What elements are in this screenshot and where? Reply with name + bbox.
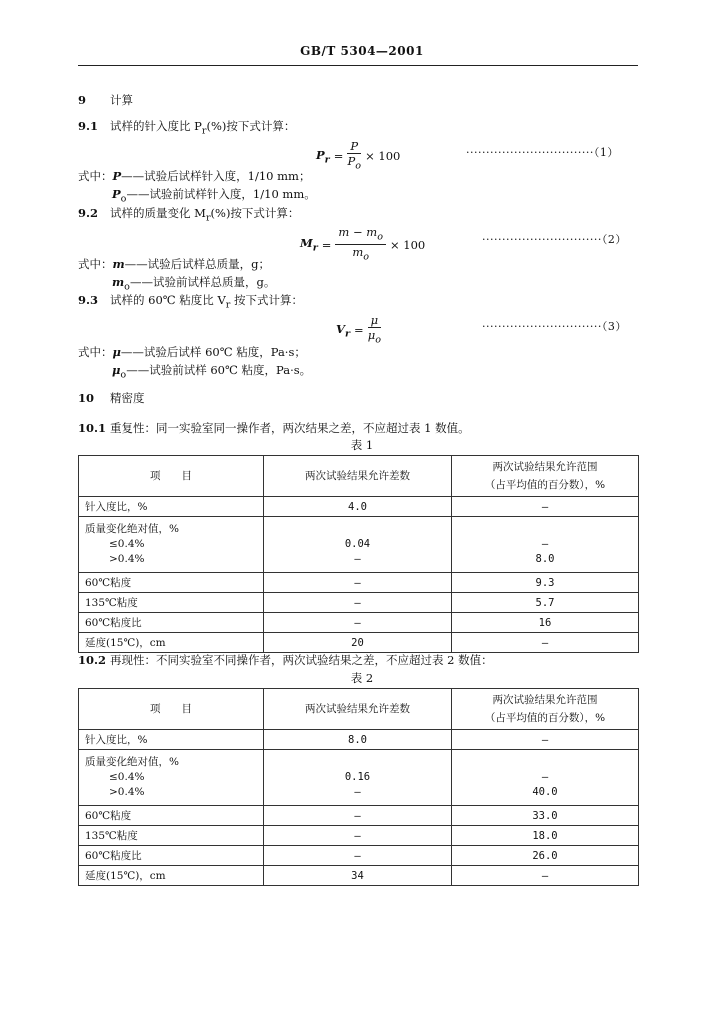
fraction: [347, 140, 361, 172]
symbol-desc: ——试验后试样总质量，g；: [124, 257, 271, 271]
clause-subscript: r: [205, 212, 211, 224]
row-item-sub: ≤0.4%: [109, 538, 145, 550]
symbol-sub: o: [120, 193, 127, 205]
formula-tag: （3）: [601, 320, 627, 333]
row-range: [452, 750, 639, 806]
equals-sign: =: [353, 323, 364, 338]
section-title: 计算: [110, 93, 133, 107]
row-item: [79, 750, 264, 806]
formula-lhs-sub: r: [324, 153, 330, 165]
symbol: m: [112, 275, 125, 289]
formula-3: [336, 314, 381, 346]
numerator-sub: o: [377, 231, 383, 243]
formula-2-leader: ······························（2）: [482, 233, 627, 246]
formula-3-leader: ······························（3）: [482, 320, 627, 333]
section-9-heading: [78, 92, 133, 108]
formula-lhs-sub: r: [312, 242, 318, 254]
table-row: [79, 846, 639, 866]
symbol: P: [112, 187, 121, 201]
row-diff: 4.0: [264, 497, 452, 517]
section-10-heading: [78, 390, 145, 406]
row-range-sub: 8.0: [535, 553, 555, 565]
denominator-sub: o: [355, 160, 361, 172]
formula-tag: （1）: [593, 146, 619, 159]
header-diff: 两次试验结果允许差数: [264, 689, 452, 730]
row-range: —: [452, 633, 639, 653]
clause-subscript: r: [201, 125, 207, 137]
row-diff: [264, 750, 452, 806]
header-rule: [78, 65, 638, 66]
row-range-sub: 40.0: [532, 786, 558, 798]
where-9-3-a: [78, 344, 306, 360]
table-header-row: [79, 456, 639, 497]
row-item-main: 质量变化绝对值，%: [85, 756, 179, 768]
row-item: 60℃粘度: [79, 573, 264, 593]
table-row: [79, 593, 639, 613]
row-item: 60℃粘度: [79, 806, 264, 826]
header-range-line1: 两次试验结果允许范围: [492, 461, 598, 473]
row-diff: —: [264, 806, 452, 826]
row-diff-sub: 0.04: [344, 538, 371, 550]
numerator: m − m: [338, 225, 378, 239]
denominator-sub: o: [363, 251, 370, 263]
clause-9-2: [78, 205, 299, 226]
where-lead: 式中：: [78, 345, 113, 359]
standard-code: GB/T 5304—2001: [300, 44, 424, 58]
table-1-caption: 表 1: [350, 438, 374, 452]
symbol: μ: [112, 345, 121, 359]
clause-number: 9.2: [78, 206, 99, 220]
row-item: 针入度比，%: [79, 497, 264, 517]
row-item-sub: >0.4%: [109, 786, 145, 798]
clause-text-2: (%)按下式计算：: [210, 206, 300, 220]
row-diff: 8.0: [264, 730, 452, 750]
formula-lhs: V: [336, 321, 345, 336]
table-row: [79, 750, 639, 806]
table-row: [79, 866, 639, 886]
table-header-row: [79, 689, 639, 730]
row-diff-sub: —: [354, 786, 361, 798]
denominator: m: [352, 245, 364, 260]
row-range-sub: —: [541, 538, 549, 550]
table-row: [79, 633, 639, 653]
table-row: [79, 826, 639, 846]
table-row: [79, 517, 639, 573]
row-item: 60℃粘度比: [79, 846, 264, 866]
header-range: [452, 689, 639, 730]
clause-text: 试样的质量变化 M: [110, 206, 206, 220]
where-lead: 式中：: [78, 169, 113, 183]
formula-2: [300, 226, 425, 264]
clause-text-2: 按下式计算：: [230, 293, 304, 307]
fraction: [368, 314, 381, 346]
row-range-sub: —: [541, 771, 549, 783]
formula-tail: × 100: [389, 237, 426, 252]
symbol-sub: o: [120, 369, 127, 381]
table-2-caption: 表 2: [350, 671, 374, 685]
section-number: 9: [78, 93, 87, 107]
symbol-desc: ——试验前试样针入度，1/10 mm。: [126, 187, 316, 201]
where-9-1-a: [78, 168, 310, 184]
row-item: [79, 517, 264, 573]
symbol: P: [112, 169, 122, 183]
formula-lhs-sub: r: [344, 327, 350, 339]
clause-number: 10.1: [78, 421, 107, 435]
symbol-desc: ——试验前试样总质量，g。: [129, 275, 276, 289]
section-title: 精密度: [110, 391, 145, 405]
row-diff-sub: 0.16: [344, 771, 371, 783]
fraction: [335, 226, 386, 264]
section-number: 10: [78, 391, 95, 405]
clause-10-2: [78, 652, 493, 668]
table-row: [79, 613, 639, 633]
formula-lhs: P: [316, 147, 325, 162]
header-range-line2: （占平均值的百分数），%: [484, 712, 606, 724]
clause-number: 9.1: [78, 119, 99, 133]
clause-10-1: [78, 420, 470, 436]
header-item: 项 目: [79, 689, 264, 730]
row-diff: —: [264, 593, 452, 613]
row-item-sub: ≤0.4%: [109, 771, 145, 783]
table-row: [79, 806, 639, 826]
row-item: 针入度比，%: [79, 730, 264, 750]
row-range: 18.0: [452, 826, 639, 846]
table-row: [79, 573, 639, 593]
row-item: 延度(15℃)，cm: [79, 866, 264, 886]
denominator: P: [347, 154, 356, 168]
denominator: μ: [367, 328, 376, 342]
clause-text: 试样的 60℃ 粘度比 V: [110, 293, 226, 307]
row-item: 135℃粘度: [79, 593, 264, 613]
row-range: 5.7: [452, 593, 639, 613]
formula-tail: × 100: [365, 149, 401, 164]
formula-lhs: M: [300, 236, 313, 251]
row-range: —: [452, 497, 639, 517]
row-range: 16: [452, 613, 639, 633]
row-range: 26.0: [452, 846, 639, 866]
header-item: 项 目: [79, 456, 264, 497]
formula-1-leader: ································（1）: [466, 146, 619, 159]
table-2: [78, 688, 639, 886]
row-range: [452, 517, 639, 573]
row-diff-sub: —: [354, 553, 361, 565]
where-9-2-a: [78, 256, 270, 272]
where-9-3-b: [112, 362, 311, 383]
numerator: μ: [368, 314, 381, 328]
row-range: 33.0: [452, 806, 639, 826]
clause-text: 再现性：不同实验室不同操作者，两次试验结果之差，不应超过表 2 数值：: [110, 653, 493, 667]
row-diff: —: [264, 573, 452, 593]
row-item-main: 质量变化绝对值，%: [85, 523, 179, 535]
numerator: P: [347, 140, 361, 154]
row-range: —: [452, 866, 639, 886]
symbol: μ: [112, 363, 121, 377]
row-diff: 34: [264, 866, 452, 886]
formula-tag: （2）: [601, 233, 627, 246]
table-row: [79, 730, 639, 750]
formula-1: [316, 140, 400, 172]
header-range-line2: （占平均值的百分数），%: [484, 479, 606, 491]
row-diff: 20: [264, 633, 452, 653]
row-diff: —: [264, 846, 452, 866]
header-diff: 两次试验结果允许差数: [264, 456, 452, 497]
clause-text-2: (%)按下式计算：: [206, 119, 296, 133]
symbol-sub: o: [124, 281, 130, 293]
symbol-desc: ——试验后试样 60℃ 粘度，Pa·s；: [120, 345, 306, 359]
header-range-line1: 两次试验结果允许范围: [492, 694, 598, 706]
table-row: [79, 497, 639, 517]
clause-number: 9.3: [78, 293, 99, 307]
row-item: 延度(15℃)，cm: [79, 633, 264, 653]
denominator-sub: o: [375, 334, 381, 346]
row-diff: —: [264, 613, 452, 633]
clause-9-3: [78, 292, 303, 313]
symbol: m: [112, 257, 125, 271]
clause-9-1: [78, 118, 295, 139]
clause-number: 10.2: [78, 653, 107, 667]
row-range: 9.3: [452, 573, 639, 593]
row-diff: [264, 517, 452, 573]
row-item: 60℃粘度比: [79, 613, 264, 633]
clause-text: 试样的针入度比 P: [110, 119, 202, 133]
clause-text: 重复性：同一实验室同一操作者，两次结果之差，不应超过表 1 数值。: [110, 421, 470, 435]
row-item-sub: >0.4%: [109, 553, 145, 565]
clause-subscript: r: [225, 299, 231, 311]
equals-sign: =: [321, 237, 332, 252]
where-lead: 式中：: [78, 257, 113, 271]
table-1: [78, 455, 639, 653]
row-range: —: [452, 730, 639, 750]
symbol-desc: ——试验前试样 60℃ 粘度，Pa·s。: [126, 363, 312, 377]
equals-sign: =: [333, 149, 344, 164]
row-diff: —: [264, 826, 452, 846]
row-item: 135℃粘度: [79, 826, 264, 846]
header-range: [452, 456, 639, 497]
symbol-desc: ——试验后试样针入度，1/10 mm；: [121, 169, 311, 183]
